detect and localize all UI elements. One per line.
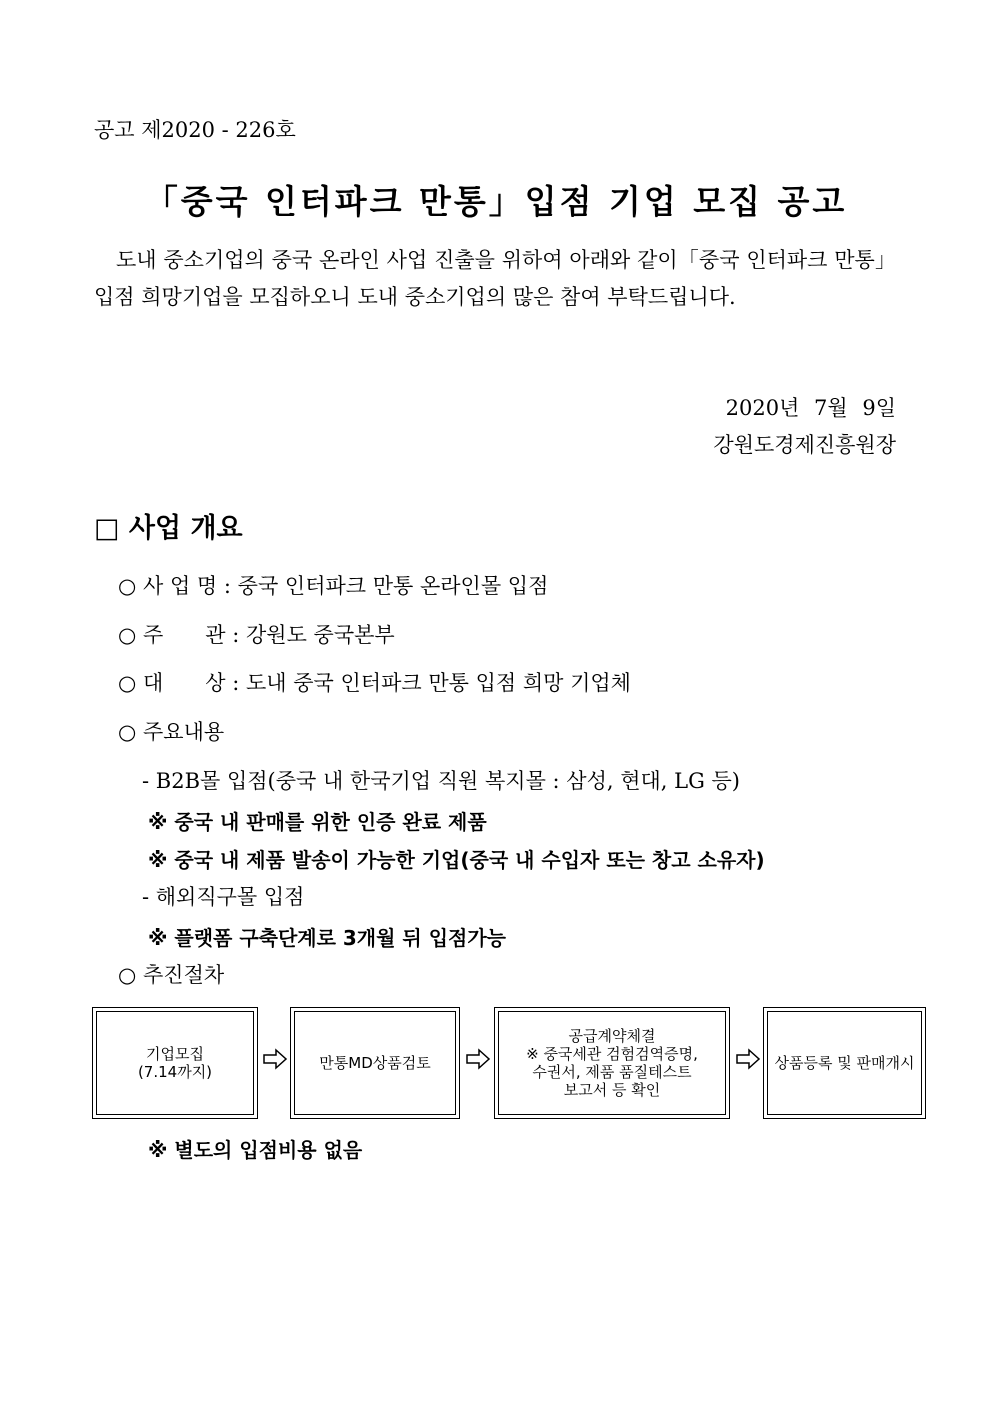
item-label: ○ 주 관 bbox=[118, 623, 226, 647]
section-heading: □ 사업 개요 bbox=[94, 513, 243, 544]
item-target bbox=[118, 667, 631, 697]
item-label: ○ 사 업 명 bbox=[118, 574, 218, 598]
item-value: : 도내 중국 인터파크 만통 입점 희망 기업체 bbox=[232, 671, 631, 695]
item-main-content bbox=[118, 716, 224, 746]
item-value: : 중국 인터파크 만통 온라인몰 입점 bbox=[223, 574, 549, 598]
right-arrow-icon bbox=[735, 1048, 761, 1070]
item-label: ○ 대 상 bbox=[118, 671, 226, 695]
flow-line: (7.14까지) bbox=[137, 1063, 213, 1081]
note-platform: ※ 플랫폼 구축단계로 3개월 뒤 입점가능 bbox=[148, 926, 506, 950]
flow-line: 상품등록 및 판매개시 bbox=[774, 1054, 915, 1072]
flow-line: 기업모집 bbox=[146, 1045, 204, 1063]
procedure-label: ○ 추진절차 bbox=[118, 963, 225, 987]
flow-line: 만통MD상품검토 bbox=[319, 1054, 431, 1072]
flow-step-text bbox=[294, 1011, 456, 1115]
flow-step-4 bbox=[763, 1007, 926, 1119]
flow-step-1 bbox=[92, 1007, 258, 1119]
intro-paragraph: 도내 중소기업의 중국 온라인 사업 진출을 위하여 아래와 같이「중국 인터파크 만통」입점 희망기업을 모집하오니 도내 중소기업의 많은 참여 부탁드립니다. bbox=[94, 248, 896, 309]
flow-line: 수권서, 제품 품질테스트 bbox=[532, 1063, 692, 1081]
flow-line: 보고서 등 확인 bbox=[563, 1081, 661, 1099]
detail-cross-border: - 해외직구몰 입점 bbox=[142, 885, 305, 909]
issuer-name: 강원도경제진흥원장 bbox=[713, 433, 896, 457]
item-value: : 강원도 중국본부 bbox=[232, 623, 395, 647]
note-certification: ※ 중국 내 판매를 위한 인증 완료 제품 bbox=[148, 810, 487, 834]
flow-step-text bbox=[498, 1011, 726, 1115]
note-shipping: ※ 중국 내 제품 발송이 가능한 기업(중국 내 수입자 또는 창고 소유자) bbox=[148, 848, 765, 872]
detail-b2b: - B2B몰 입점(중국 내 한국기업 직원 복지몰 : 삼성, 현대, LG 등) bbox=[142, 769, 740, 793]
flow-line: 공급계약체결 bbox=[568, 1027, 656, 1045]
issue-date: 2020년 7월 9일 bbox=[725, 396, 896, 420]
flow-step-2 bbox=[290, 1007, 460, 1119]
item-business-name bbox=[118, 570, 548, 600]
right-arrow-icon bbox=[465, 1048, 491, 1070]
item-organizer bbox=[118, 619, 395, 649]
flow-step-text bbox=[767, 1011, 922, 1115]
flow-line: ※ 중국세관 검험검역증명, bbox=[526, 1045, 698, 1063]
right-arrow-icon bbox=[262, 1048, 288, 1070]
notice-number: 공고 제2020 - 226호 bbox=[94, 118, 296, 142]
note-no-fee: ※ 별도의 입점비용 없음 bbox=[148, 1138, 363, 1162]
page-title: 「중국 인터파크 만통」입점 기업 모집 공고 bbox=[144, 182, 848, 221]
item-label: ○ 주요내용 bbox=[118, 720, 225, 744]
flow-step-text bbox=[96, 1011, 254, 1115]
flow-step-3 bbox=[494, 1007, 730, 1119]
